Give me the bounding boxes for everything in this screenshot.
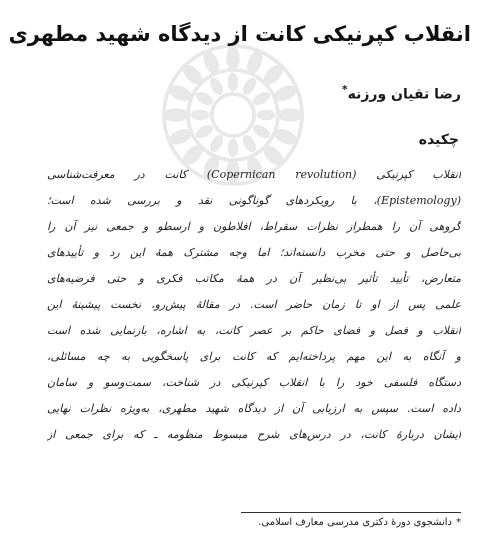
abstract-line: انقلاب و فصل و فضای حاکم بر عصر کانت، به اشاره، بازنمایی شده است (47, 324, 461, 337)
footnote-mark: * (456, 517, 461, 528)
rosette-petal (251, 122, 273, 141)
rosette-petal (278, 108, 302, 122)
author-footnote-mark: * (341, 83, 348, 96)
abstract-line: گروهی آن را همطراز نظرات سقراط، افلاطون و ارسطو و جمعی نیز آن را (47, 220, 461, 233)
rosette-petal (240, 76, 259, 98)
abstract-line: (Epistemology)، با رویکردهای گوناگونی نقد و بررسی شده است؛ (47, 194, 461, 207)
rosette-petal (228, 73, 239, 92)
abstract-line: داده است. سپس به ارزیابی آن از دیدگاه شهید مطهری، به‌ویژه نظرات نهایی (47, 402, 461, 415)
abstract-line: و آنگاه به این مهم پرداخته‌ایم که کانت برای پاسخگویی به چه مسائلی، (47, 350, 461, 363)
rosette-petal (207, 133, 226, 155)
footnote-text: دانشجوی دورهٔ دکتری مدرسی معارف اسلامی. (258, 517, 452, 528)
author-name (342, 80, 461, 105)
abstract-heading: چکیده (418, 132, 459, 148)
rosette-petal (257, 110, 276, 121)
rosette-petal (194, 122, 216, 141)
rosette-petal (191, 110, 210, 121)
rosette-petal (207, 76, 226, 98)
rosette-petal (164, 108, 188, 122)
footnote-divider (241, 512, 461, 513)
abstract-line: دستگاه فلسفی خود را با انقلاب کپرنیکی در شناخت، سمت‌وسو و سامان (47, 376, 461, 389)
paper-title: انقلاب کپرنیکی کانت از دیدگاه شهید مطهری (8, 22, 471, 46)
rosette-petal (226, 46, 240, 70)
abstract-line: متعارض، تأیید تأثیر بی‌نظیر آن در همهٔ مکاتب فکری و حتی فرضیه‌های (47, 272, 461, 285)
abstract-line: ایشان دربارهٔ کانت، در درس‌های شرح مبسوط منظومه ـ که برای جمعی از (47, 428, 461, 441)
author-footnote (258, 515, 461, 531)
rosette-petal (251, 89, 273, 108)
rosette-petal (240, 133, 259, 155)
abstract-line: بی‌حاصل و حتی مخرب دانسته‌اند؛ اما وجه مشترک همهٔ این رد و تأییدهای (47, 246, 461, 259)
abstract-line: علمی پس از او تا زمان حاضر است. در مقالهٔ پیش‌رو، نخست پیشینهٔ این (47, 298, 461, 311)
author-name-text: رضا تقیان ورزنه (347, 86, 461, 103)
abstract-body (47, 162, 461, 448)
abstract-line: انقلاب کپرنیکی (Copernican revolution) کانت در معرفت‌شناسی (47, 168, 461, 181)
rosette-petal (228, 139, 239, 158)
rosette-petal (194, 89, 216, 108)
